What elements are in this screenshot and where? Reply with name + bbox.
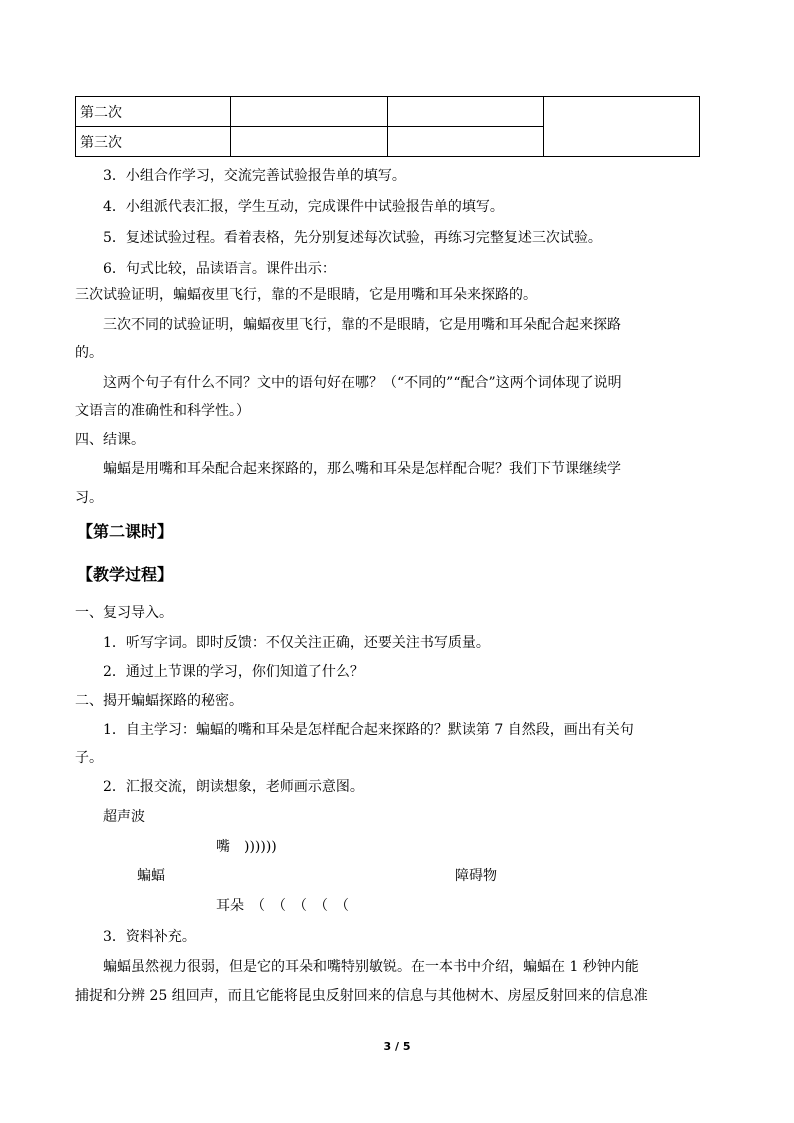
- diagram-label: 障碍物: [455, 868, 497, 884]
- row-label: 第二次: [76, 97, 231, 127]
- paragraph-line: 子。: [75, 750, 103, 766]
- table-row: [76, 97, 700, 127]
- paragraph-line: 1．自主学习：蝙蝠的嘴和耳朵是怎样配合起来探路的？默读第 7 自然段，画出有关句: [103, 722, 634, 738]
- table-cell-merged: [544, 97, 700, 157]
- paragraph-line: 文语言的准确性和科学性。）: [75, 403, 250, 419]
- paragraph-line: 三次不同的试验证明，蝙蝠夜里飞行，靠的不是眼睛，它是用嘴和耳朵配合起来探路: [103, 317, 621, 333]
- row-label: 第三次: [76, 127, 231, 157]
- paragraph-line: 蝙蝠是用嘴和耳朵配合起来探路的，那么嘴和耳朵是怎样配合呢？我们下节课继续学: [103, 461, 621, 477]
- lesson-heading: 【教学过程】: [77, 565, 174, 584]
- page-number: 3 / 5: [383, 1040, 411, 1053]
- paragraph-line: 的。: [75, 345, 103, 361]
- paragraph-line: 4．小组派代表汇报，学生互动，完成课件中试验报告单的填写。: [103, 199, 504, 215]
- table-cell: [388, 127, 544, 157]
- paragraph-line: 3．小组合作学习，交流完善试验报告单的填写。: [103, 168, 406, 184]
- paragraph-line: 三次试验证明，蝙蝠夜里飞行，靠的不是眼睛，它是用嘴和耳朵来探路的。: [75, 287, 537, 303]
- diagram-label: 嘴 )))))): [216, 839, 277, 855]
- paragraph-line: 5．复述试验过程。看着表格，先分别复述每次试验，再练习完整复述三次试验。: [103, 230, 602, 246]
- diagram-label: 耳朵 （ （ （ （ （: [216, 898, 349, 914]
- paragraph-line: 2．通过上节课的学习，你们知道了什么？: [103, 664, 364, 680]
- paragraph-line: 6．句式比较，品读语言。课件出示：: [103, 261, 336, 277]
- table-cell: [231, 97, 388, 127]
- paragraph-line: 3．资料补充。: [103, 929, 196, 945]
- table-cell: [231, 127, 388, 157]
- diagram-label: 蝙蝠: [137, 868, 165, 884]
- paragraph-line: 捕捉和分辨 25 组回声，而且它能将昆虫反射回来的信息与其他树木、房屋反射回来的信息准: [75, 988, 648, 1004]
- paragraph-line: 这两个句子有什么不同？文中的语句好在哪？（“不同的”“配合”这两个词体现了说明: [103, 375, 622, 391]
- diagram-label: 超声波: [103, 809, 145, 825]
- paragraph-line: 蝙蝠虽然视力很弱，但是它的耳朵和嘴特别敏锐。在一本书中介绍，蝙蝠在 1 秒钟内能: [103, 959, 639, 975]
- table-cell: [388, 97, 544, 127]
- paragraph-line: 1．听写字词。即时反馈：不仅关注正确，还要关注书写质量。: [103, 635, 490, 651]
- paragraph-line: 习。: [75, 490, 103, 506]
- paragraph-line: 2．汇报交流，朗读想象，老师画示意图。: [103, 779, 364, 795]
- section-heading: 二、揭开蝙蝠探路的秘密。: [75, 693, 243, 709]
- lesson-heading: 【第二课时】: [77, 522, 174, 541]
- section-heading: 一、复习导入。: [75, 605, 173, 621]
- experiment-report-table: [75, 96, 700, 157]
- section-heading: 四、结课。: [75, 432, 145, 448]
